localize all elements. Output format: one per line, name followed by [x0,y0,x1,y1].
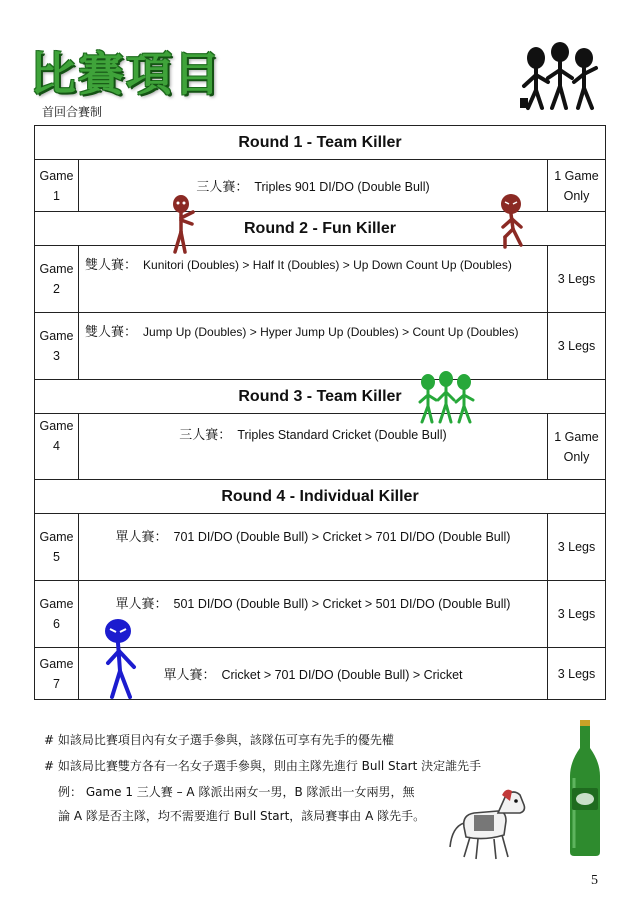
format-detail: Jump Up (Doubles) > Hyper Jump Up (Doubles) > Count Up (Doubles) [143,325,519,339]
round-4-header: Round 4 - Individual Killer [35,480,606,514]
format-detail: 501 DI/DO (Double Bull) > Cricket > 501 DI/DO (Double Bull) [173,597,511,611]
game-label: Game [39,168,74,183]
game-cell [35,246,79,313]
table-row [35,514,606,581]
round-2-header: Round 2 - Fun Killer [35,212,606,246]
game-number: 4 [53,439,60,453]
legs-cell [547,581,605,648]
format-type: 單人賽： [163,668,216,683]
round-3-header: Round 3 - Team Killer [35,380,606,414]
game-number: 1 [53,188,60,203]
game-label: Game [39,530,74,544]
format-type: 雙人賽： [85,258,138,273]
note-bull-start: # 如該局比賽雙方各有一名女子選手參與，則由主隊先進行 Bull Start 決定誰先手 [44,759,482,773]
page-title: 比賽項目 [30,47,222,101]
legs-value: 1 Game [554,168,599,183]
round-1-header: Round 1 - Team Killer [35,126,606,160]
note-women-priority: # 如該局比賽項目內有女子選手參與，該隊伍可享有先手的優先權 [44,733,394,747]
page-subtitle: 首回合賽制 [42,105,103,119]
format-type: 三人賽： [196,180,249,195]
format-cell [79,514,548,581]
format-cell [79,414,548,480]
legs-value: 3 Legs [557,540,596,554]
game-cell [35,648,79,700]
game-cell [35,581,79,648]
format-cell [79,648,548,700]
game-number: 2 [53,282,60,296]
game-label: Game [39,329,74,343]
legs-value: 3 Legs [557,339,596,353]
toy-horse-icon [444,787,530,865]
legs-cell [547,414,605,480]
game-number: 5 [53,550,60,564]
beer-bottle-icon [566,718,604,858]
example-line-2: 論 A 隊是否主隊，均不需要進行 Bull Start，該局賽事由 A 隊先手。 [58,809,426,823]
stick-figure-icon [166,194,200,254]
game-cell [35,514,79,581]
example-note [58,780,425,828]
game-label: Game [39,262,74,276]
legs-value-line2: Only [563,449,590,464]
stick-figure-group-icon [518,42,600,112]
legs-value: 1 Game [554,429,599,444]
legs-value-line2: Only [563,188,590,203]
notes [44,727,481,779]
game-cell [35,313,79,380]
legs-cell [547,648,605,700]
format-detail: 701 DI/DO (Double Bull) > Cricket > 701 DI/DO (Double Bull) [173,530,511,544]
page-number: 5 [591,873,598,888]
format-cell [79,313,548,380]
stick-figure-icon [100,617,144,701]
table-row [35,246,606,313]
legs-cell [547,246,605,313]
legs-value: 3 Legs [557,272,596,286]
table-row [35,414,606,480]
game-label: Game [39,597,74,611]
game-number: 6 [53,617,60,631]
format-type: 單人賽： [115,530,168,545]
format-cell [79,581,548,648]
table-row [35,313,606,380]
format-cell [79,246,548,313]
kneeling-figure-icon [495,193,529,249]
example-line-1: 例： Game 1 三人賽 – A 隊派出兩女一男，B 隊派出一女兩男，無 [58,785,415,799]
format-detail: Cricket > 701 DI/DO (Double Bull) > Cricket [221,668,463,682]
legs-cell [547,313,605,380]
game-label: Game [39,419,74,433]
legs-cell [547,160,605,212]
game-cell [35,160,79,212]
stick-figure-group-icon [416,370,476,424]
format-detail: Triples Standard Cricket (Double Bull) [237,428,447,442]
format-cell [79,160,548,212]
format-type: 單人賽： [115,597,168,612]
legs-cell [547,514,605,581]
legs-value: 3 Legs [557,607,596,621]
game-number: 7 [53,676,60,691]
game-number: 3 [53,349,60,363]
legs-value: 3 Legs [557,666,596,681]
format-type: 雙人賽： [85,325,138,340]
format-detail: Kunitori (Doubles) > Half It (Doubles) > Up Down Count Up (Doubles) [143,258,512,272]
game-cell [35,414,79,480]
format-detail: Triples 901 DI/DO (Double Bull) [254,180,430,194]
game-label: Game [39,656,74,671]
format-type: 三人賽： [179,428,232,443]
